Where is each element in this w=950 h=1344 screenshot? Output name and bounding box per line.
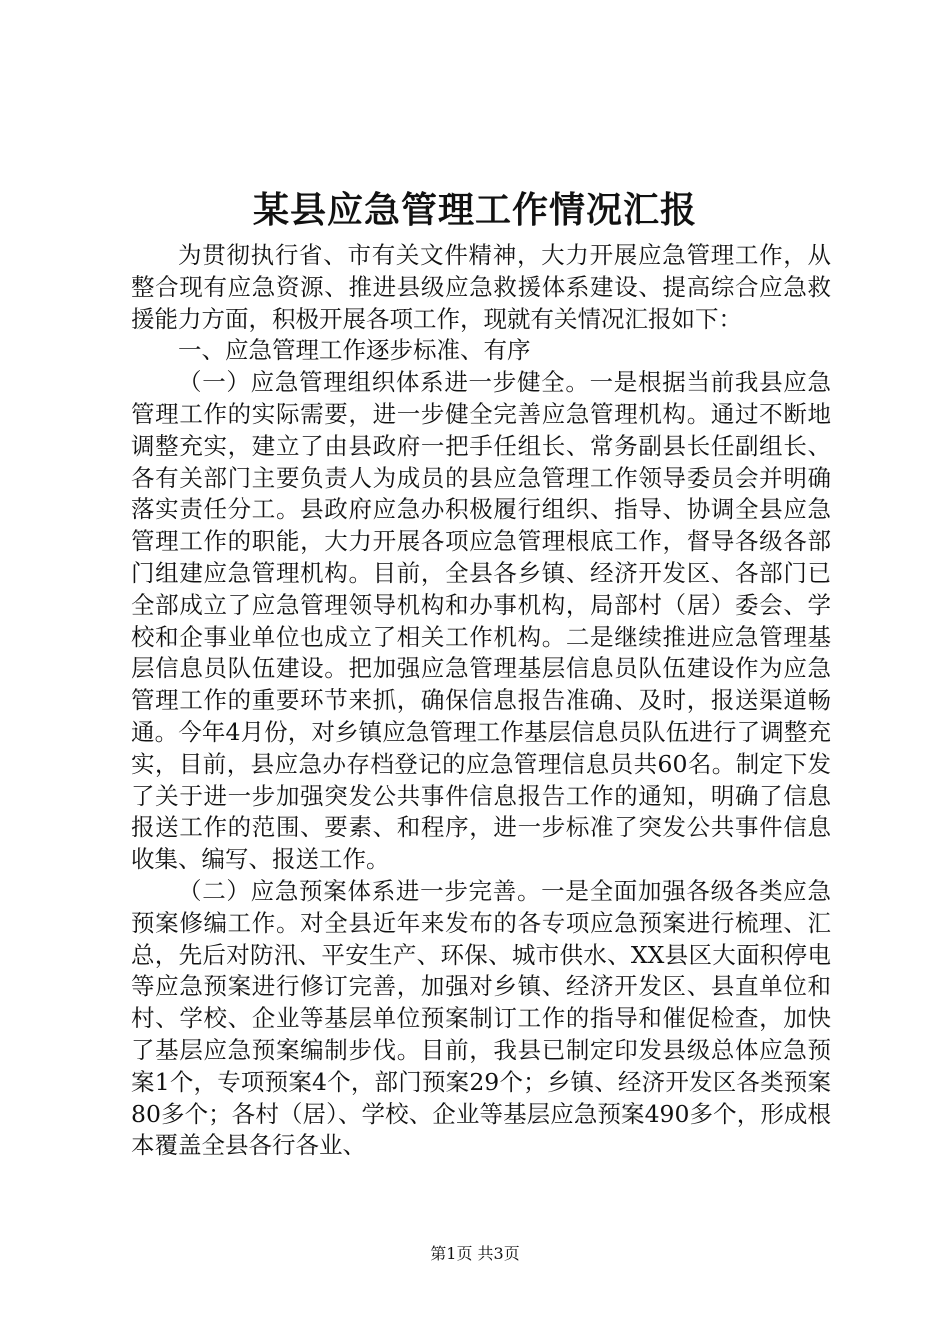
body-paragraph: （一）应急管理组织体系进一步健全。一是根据当前我县应急管理工作的实际需要，进一步健全完善应急管理机构。通过不断地调整充实，建立了由县政府一把手任组长、常务副县长任副组长、各有关部门主要负责人为成员的县应急管理工作领导委员会并明确落实责任分工。县政府应急办积极履行组织、指导、协调全县应急管理工作的职能，大力开展各项应急管理根底工作，督导各级各部门组建应急管理机构。目前，全县各乡镇、经济开发区、各部门已全部成立了应急管理领导机构和办事机构，局部村（居）委会、学校和企事业单位也成立了相关工作机构。二是继续推进应急管理基层信息员队伍建设。把加强应急管理基层信息员队伍建设作为应急管理工作的重要环节来抓，确保信息报告准确、及时，报送渠道畅通。今年4月份，对乡镇应急管理工作基层信息员队伍进行了调整充实，目前，县应急办存档登记的应急管理信息员共60名。制定下发了关于进一步加强突发公共事件信息报告工作的通知，明确了信息报送工作的范围、要素、和程序，进一步标准了突发公共事件信息收集、编写、报送工作。 [131,368,831,874]
page-indicator: 第1页 共3页 [430,1244,520,1263]
intro-paragraph: 为贯彻执行省、市有关文件精神，大力开展应急管理工作，从整合现有应急资源、推进县级应急救援体系建设、提高综合应急救援能力方面，积极开展各项工作，现就有关情况汇报如下： [131,241,831,333]
document-body [131,240,831,1162]
body-paragraph: （二）应急预案体系进一步完善。一是全面加强各级各类应急预案修编工作。对全县近年来发布的各专项应急预案进行梳理、汇总，先后对防汛、平安生产、环保、城市供水、XX县区大面积停电等应急预案进行修订完善，加强对乡镇、经济开发区、县直单位和村、学校、企业等基层单位预案制订工作的指导和催促检查，加快了基层应急预案编制步伐。目前，我县已制定印发县级总体应急预案1个，专项预案4个，部门预案29个；乡镇、经济开发区各类预案80多个；各村（居）、学校、企业等基层应急预案490多个，形成根本覆盖全县各行各业、 [131,876,831,1160]
document-title: 某县应急管理工作情况汇报 [252,189,697,231]
section-heading: 一、应急管理工作逐步标准、有序 [178,336,531,365]
